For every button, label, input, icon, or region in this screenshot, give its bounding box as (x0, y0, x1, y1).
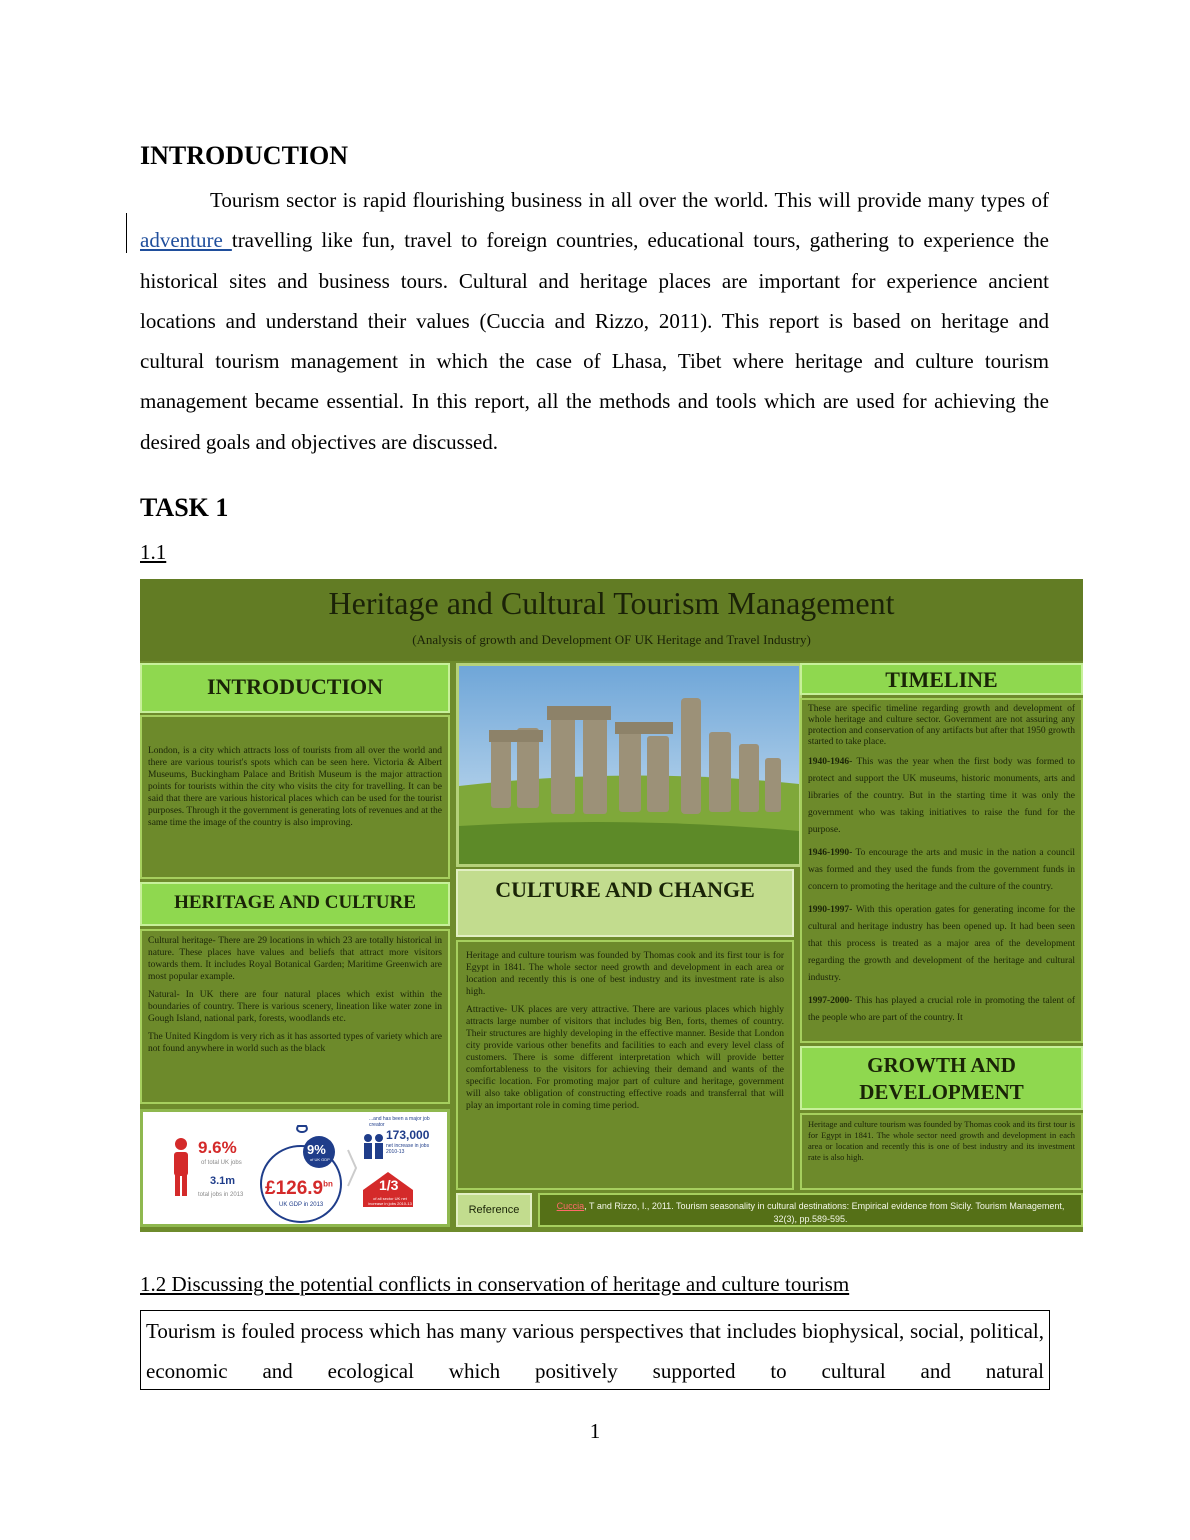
gdp-percent: 9% (307, 1142, 326, 1157)
poster-culture-heading: CULTURE AND CHANGE (456, 869, 794, 937)
poster-intro-text: London, is a city which attracts loss of tourists from all over the world and there are various tourist's spots which can be seen here. Victoria & Albert Museums, Buckingham Palace and British Museum is the major attraction points for tourists within the city who visits the city for travelling. It can be said that there are various historical places which can be used for the tourist purposes. Through it the government is generating lots of revenues and at the same time the image of the country is also improving. (140, 715, 450, 879)
heritage-para-1: Cultural heritage- There are 29 locations in which 23 are totally historical in nature. These places have values and beliefs that attract more visitors towards them. It includes Royal Botanical Garden; Maritime Greenwich are most popular example. (148, 936, 442, 982)
poster-reference-label: Reference (456, 1193, 532, 1227)
one-third-label: of all sector UK net increase in jobs 2010-13 (368, 1196, 412, 1206)
gdp-percent-label: of UK GDP (310, 1157, 330, 1162)
total-jobs: 3.1m (210, 1175, 236, 1187)
gdp-label: UK GDP in 2013 (279, 1202, 324, 1208)
introduction-heading: INTRODUCTION (140, 141, 349, 170)
jobs-percent: 9.6% (198, 1138, 237, 1157)
poster-growth-heading: GROWTH AND DEVELOPMENT (800, 1046, 1083, 1110)
poster-heritage-heading: HERITAGE AND CULTURE (140, 882, 450, 926)
new-jobs-label: net increase in jobs 2010-13 (386, 1143, 430, 1155)
poster-reference-citation: Cuccia, T and Rizzo, I., 2011. Tourism seasonality in cultural destinations: Empirical evidence from Sicily. Tourism Management, 32(3), pp.589-595. (538, 1193, 1083, 1227)
timeline-entry-1: 1940-1946- This was the year when the first body was formed to protect and support the UK museums, historic monuments, arts and libraries of the country. But in the starting time it was only the government who was taking initiatives to raise the fund for the purpose. (808, 757, 1075, 835)
total-jobs-label: total jobs in 2013 (198, 1192, 244, 1198)
bordered-text-box: Tourism is fouled process which has many various perspectives that includes biophysical, social, political, economic and ecological which positively supported to cultural and natural (140, 1310, 1050, 1390)
job-creator-note: ...and has been a major job creator (369, 1116, 430, 1128)
subsection-1-1: 1.1 (140, 540, 167, 564)
task-1-heading: TASK 1 (140, 493, 229, 522)
poster-timeline-text (800, 698, 1083, 1043)
stonehenge-illustration (459, 666, 799, 864)
person-icon (174, 1138, 188, 1196)
intro-text-end: travelling like fun, travel to foreign countries, educational tours, gathering to experience the historical sites and business tours. Cultural and heritage places are important for experience ancient locations and understand their values (Cuccia and Rizzo, 2011). This report is based on heritage and cultural tourism management in which the case of Lhasa, Tibet where heritage and culture tourism management became essential. In this report, all the methods and tools which are used for achieving the desired goals and objectives are discussed. (140, 228, 1049, 454)
timeline-entry-3: 1990-1997- With this operation gates for generating income for the cultural and heritage industry has been opened up. It had been seen that this process is treated as a major area of the development regarding the growth and development of the heritage and cultural industry. (808, 905, 1075, 983)
page-number: 1 (589, 1419, 601, 1443)
poster-title: Heritage and Cultural Tourism Management (328, 585, 895, 621)
text-cursor (126, 213, 127, 253)
poster-subtitle: (Analysis of growth and Development OF UK Heritage and Travel Industry) (412, 632, 811, 647)
gdp-value: $£126.9^{bn}$ (265, 1178, 333, 1199)
economic-infographic (140, 1109, 450, 1227)
poster-culture-text (456, 940, 794, 1190)
new-jobs: 173,000 (386, 1128, 430, 1142)
culture-para-2: Attractive- UK places are very attractive. There are various places which highly attracts large number of visitors that includes big Ben, forts, themes of country. Their structures are highly developing in the effective manner. Beside that London city provide various other benefits and facilities to each and every level class of customers. There is some different interpretation which will provide better comfortableness to the visitors for achieving their demand and wants of the specific location. For promoting major part of culture and heritage, government will also take obligation of constructing effective roads and transferral that will play an important role in coming time period. (466, 1005, 784, 1111)
stonehenge-photo (456, 663, 802, 867)
poster-intro-heading: INTRODUCTION (140, 663, 450, 713)
heritage-para-3: The United Kingdom is very rich as it has assorted types of variety which are not found anywhere in world such as the black (148, 1032, 442, 1054)
culture-para-1: Heritage and culture tourism was founded by Thomas cook and its first tour is for Egypt in 1841. The whole sector need growth and development in each area or location and recently this is one of best industry and its investment rate is also high. (466, 951, 784, 997)
adventure-link[interactable]: adventure (140, 228, 232, 253)
timeline-entry-4: 1997-2000- This has played a crucial role in promoting the talent of the people who are part of the country. It (808, 996, 1075, 1023)
timeline-intro: These are specific timeline regarding growth and development of whole heritage and culture sector. Government are not assuring any protection and conservation of any artifacts but after that 1950 growth started to take place. (808, 704, 1075, 747)
poster-heritage-text (140, 929, 450, 1104)
poster-timeline-heading: TIMELINE (800, 663, 1083, 695)
heritage-para-2: Natural- In UK there are four natural places which exist within the boundaries of country. There is various scenery, lineation like water zone in Gough Island, national park, forests, woodlands etc. (148, 990, 442, 1024)
timeline-entry-2: 1946-1990- To encourage the arts and music in the nation a council was formed and they used the funds from the government funds in concern to promoting the heritage and the culture of the country. (808, 848, 1075, 892)
poster-title-bar (140, 579, 1083, 661)
people-icon (364, 1134, 383, 1159)
intro-text-start: Tourism sector is rapid flourishing business in all over the world. This will provide many types of (210, 188, 1049, 212)
jobs-percent-label: of total UK jobs (201, 1160, 242, 1166)
poster-image (140, 579, 1083, 1232)
one-third: 1/3 (379, 1177, 399, 1193)
poster-growth-text: Heritage and culture tourism was founded by Thomas cook and its first tour is for Egypt in 1841. The whole sector need growth and development in each area or location and recently this is one of best industry and its investment rate is also high. (800, 1113, 1083, 1190)
introduction-paragraph (140, 180, 1049, 462)
chevron-right-icon (348, 1150, 356, 1186)
subsection-1-2-heading: 1.2 Discussing the potential conflicts in conservation of heritage and culture tourism (140, 1272, 850, 1296)
